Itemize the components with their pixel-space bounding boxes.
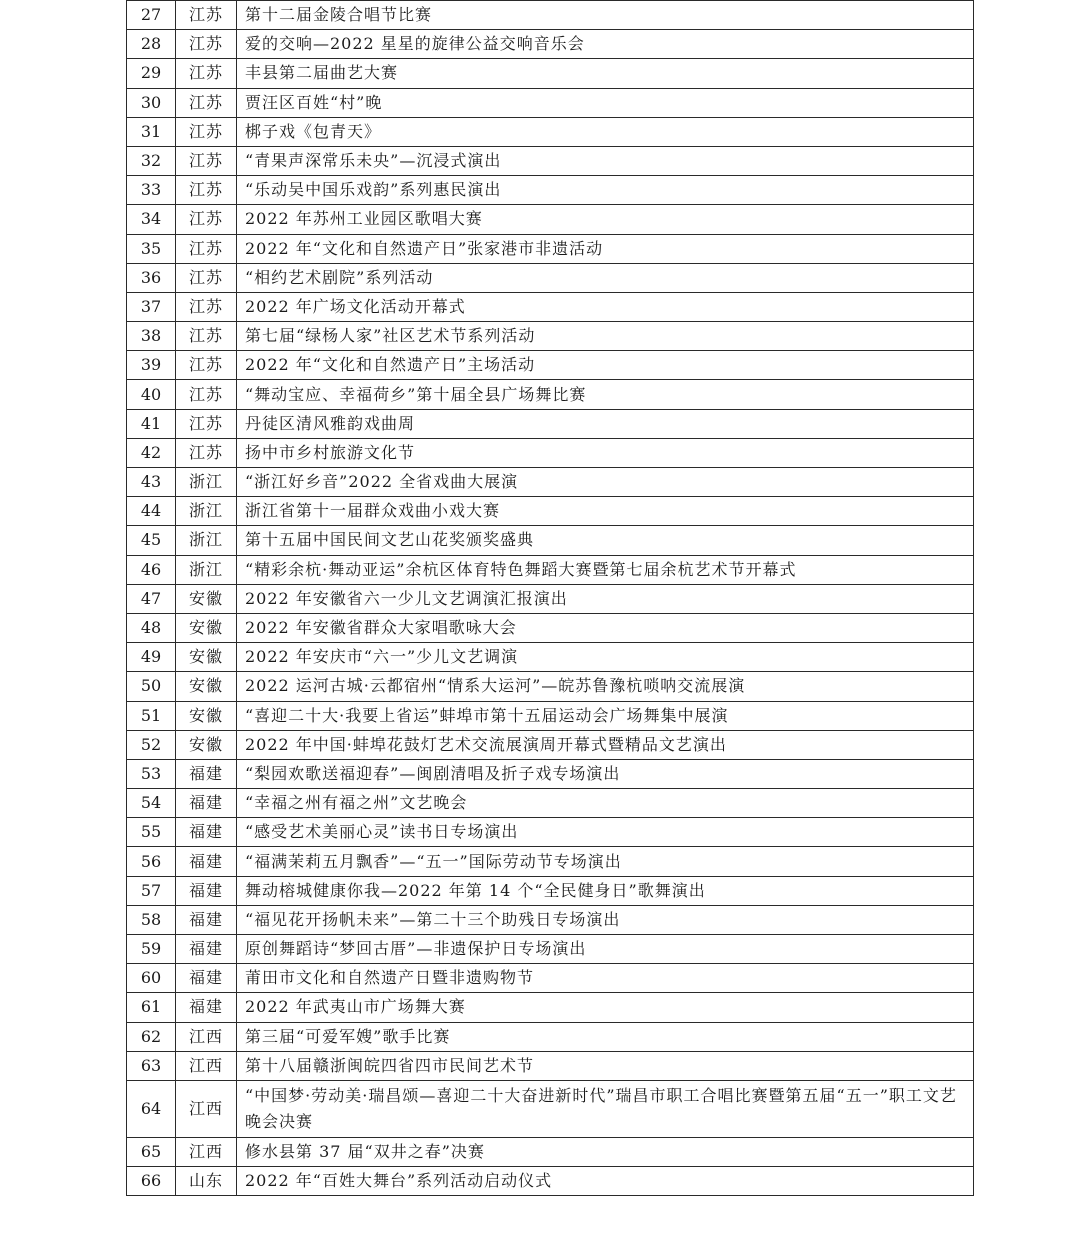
- row-number: 32: [127, 146, 176, 175]
- row-event-name: “青果声深常乐未央”—沉浸式演出: [237, 146, 974, 175]
- table-row: [127, 205, 974, 234]
- row-province: 江苏: [176, 30, 237, 59]
- row-province: 福建: [176, 759, 237, 788]
- row-number: 37: [127, 292, 176, 321]
- row-event-name: 2022 年“文化和自然遗产日”张家港市非遗活动: [237, 234, 974, 263]
- row-number: 47: [127, 584, 176, 613]
- table-row: [127, 701, 974, 730]
- row-event-name: 丰县第二届曲艺大赛: [237, 59, 974, 88]
- table-row: [127, 584, 974, 613]
- row-event-name: “浙江好乡音”2022 全省戏曲大展演: [237, 468, 974, 497]
- table-row: [127, 1022, 974, 1051]
- row-number: 33: [127, 176, 176, 205]
- table-row: [127, 438, 974, 467]
- row-number: 66: [127, 1167, 176, 1196]
- row-event-name: 2022 运河古城·云都宿州“情系大运河”—皖苏鲁豫杭唢呐交流展演: [237, 672, 974, 701]
- table-row: [127, 759, 974, 788]
- row-province: 江苏: [176, 380, 237, 409]
- row-province: 江苏: [176, 351, 237, 380]
- table-row: [127, 730, 974, 759]
- row-province: 福建: [176, 818, 237, 847]
- row-province: 安徽: [176, 730, 237, 759]
- table-row: [127, 30, 974, 59]
- table-row: [127, 935, 974, 964]
- row-number: 57: [127, 876, 176, 905]
- table-row: [127, 59, 974, 88]
- row-province: 江苏: [176, 409, 237, 438]
- table-row: [127, 88, 974, 117]
- event-list-table: [126, 0, 974, 1196]
- row-number: 59: [127, 935, 176, 964]
- row-number: 50: [127, 672, 176, 701]
- table-row: [127, 409, 974, 438]
- row-number: 28: [127, 30, 176, 59]
- row-event-name: 梆子戏《包青天》: [237, 117, 974, 146]
- table-row: [127, 117, 974, 146]
- row-number: 65: [127, 1137, 176, 1166]
- row-number: 34: [127, 205, 176, 234]
- row-province: 江苏: [176, 263, 237, 292]
- row-province: 福建: [176, 964, 237, 993]
- row-event-name: 原创舞蹈诗“梦回古厝”—非遗保护日专场演出: [237, 935, 974, 964]
- table-row: [127, 176, 974, 205]
- row-event-name: 2022 年“文化和自然遗产日”主场活动: [237, 351, 974, 380]
- row-number: 40: [127, 380, 176, 409]
- row-event-name: “舞动宝应、幸福荷乡”第十届全县广场舞比赛: [237, 380, 974, 409]
- table-row: [127, 847, 974, 876]
- row-number: 54: [127, 789, 176, 818]
- row-event-name: 浙江省第十一届群众戏曲小戏大赛: [237, 497, 974, 526]
- row-event-name: 2022 年安庆市“六一”少儿文艺调演: [237, 643, 974, 672]
- table-row: [127, 876, 974, 905]
- row-event-name: “中国梦·劳动美·瑞昌颂—喜迎二十大奋进新时代”瑞昌市职工合唱比赛暨第五届“五一”职工文艺晚会决赛: [237, 1080, 974, 1137]
- row-event-name: 第十五届中国民间文艺山花奖颁奖盛典: [237, 526, 974, 555]
- row-number: 35: [127, 234, 176, 263]
- table-row: [127, 497, 974, 526]
- row-event-name: 舞动榕城健康你我—2022 年第 14 个“全民健身日”歌舞演出: [237, 876, 974, 905]
- row-event-name: “喜迎二十大·我要上省运”蚌埠市第十五届运动会广场舞集中展演: [237, 701, 974, 730]
- row-number: 60: [127, 964, 176, 993]
- row-province: 江西: [176, 1080, 237, 1137]
- row-event-name: “幸福之州有福之州”文艺晚会: [237, 789, 974, 818]
- row-event-name: 扬中市乡村旅游文化节: [237, 438, 974, 467]
- row-number: 30: [127, 88, 176, 117]
- row-event-name: “精彩余杭·舞动亚运”余杭区体育特色舞蹈大赛暨第七届余杭艺术节开幕式: [237, 555, 974, 584]
- row-event-name: 第三届“可爱军嫂”歌手比赛: [237, 1022, 974, 1051]
- table-row: [127, 292, 974, 321]
- row-province: 江苏: [176, 59, 237, 88]
- row-event-name: 2022 年广场文化活动开幕式: [237, 292, 974, 321]
- table-row: [127, 526, 974, 555]
- row-number: 27: [127, 1, 176, 30]
- row-number: 53: [127, 759, 176, 788]
- row-province: 江苏: [176, 438, 237, 467]
- row-province: 江西: [176, 1137, 237, 1166]
- row-province: 江苏: [176, 117, 237, 146]
- row-number: 29: [127, 59, 176, 88]
- row-number: 52: [127, 730, 176, 759]
- row-event-name: 第十二届金陵合唱节比赛: [237, 1, 974, 30]
- row-event-name: 爱的交响—2022 星星的旋律公益交响音乐会: [237, 30, 974, 59]
- table-row: [127, 789, 974, 818]
- table-row: [127, 1137, 974, 1166]
- row-province: 江苏: [176, 322, 237, 351]
- row-province: 浙江: [176, 526, 237, 555]
- row-event-name: 第十八届赣浙闽皖四省四市民间艺术节: [237, 1051, 974, 1080]
- row-province: 福建: [176, 789, 237, 818]
- row-number: 58: [127, 905, 176, 934]
- row-province: 江苏: [176, 176, 237, 205]
- row-number: 36: [127, 263, 176, 292]
- row-number: 42: [127, 438, 176, 467]
- row-number: 49: [127, 643, 176, 672]
- row-number: 31: [127, 117, 176, 146]
- table-row: [127, 1080, 974, 1137]
- row-event-name: 第七届“绿杨人家”社区艺术节系列活动: [237, 322, 974, 351]
- row-province: 福建: [176, 905, 237, 934]
- row-province: 江苏: [176, 146, 237, 175]
- row-event-name: 2022 年武夷山市广场舞大赛: [237, 993, 974, 1022]
- row-event-name: 2022 年中国·蚌埠花鼓灯艺术交流展演周开幕式暨精品文艺演出: [237, 730, 974, 759]
- table-row: [127, 993, 974, 1022]
- row-number: 64: [127, 1080, 176, 1137]
- row-event-name: 2022 年安徽省群众大家唱歌咏大会: [237, 613, 974, 642]
- row-number: 61: [127, 993, 176, 1022]
- event-list-body: [127, 1, 974, 1196]
- table-row: [127, 1167, 974, 1196]
- row-number: 55: [127, 818, 176, 847]
- row-province: 江西: [176, 1051, 237, 1080]
- row-province: 江苏: [176, 234, 237, 263]
- row-event-name: “感受艺术美丽心灵”读书日专场演出: [237, 818, 974, 847]
- row-province: 江苏: [176, 88, 237, 117]
- row-event-name: 贾汪区百姓“村”晚: [237, 88, 974, 117]
- row-event-name: 丹徒区清风雅韵戏曲周: [237, 409, 974, 438]
- row-event-name: “福见花开扬帆未来”—第二十三个助残日专场演出: [237, 905, 974, 934]
- table-row: [127, 818, 974, 847]
- row-number: 41: [127, 409, 176, 438]
- row-event-name: “相约艺术剧院”系列活动: [237, 263, 974, 292]
- row-number: 39: [127, 351, 176, 380]
- row-event-name: 莆田市文化和自然遗产日暨非遗购物节: [237, 964, 974, 993]
- table-row: [127, 146, 974, 175]
- table-row: [127, 643, 974, 672]
- row-number: 45: [127, 526, 176, 555]
- row-province: 安徽: [176, 643, 237, 672]
- row-province: 福建: [176, 935, 237, 964]
- row-province: 浙江: [176, 555, 237, 584]
- row-event-name: “福满茉莉五月飘香”—“五一”国际劳动节专场演出: [237, 847, 974, 876]
- table-row: [127, 964, 974, 993]
- row-event-name: 2022 年安徽省六一少儿文艺调演汇报演出: [237, 584, 974, 613]
- row-event-name: 修水县第 37 届“双井之春”决赛: [237, 1137, 974, 1166]
- row-number: 46: [127, 555, 176, 584]
- row-event-name: 2022 年“百姓大舞台”系列活动启动仪式: [237, 1167, 974, 1196]
- row-number: 62: [127, 1022, 176, 1051]
- table-row: [127, 322, 974, 351]
- row-province: 浙江: [176, 468, 237, 497]
- row-province: 江苏: [176, 1, 237, 30]
- table-row: [127, 234, 974, 263]
- row-province: 江苏: [176, 205, 237, 234]
- row-province: 山东: [176, 1167, 237, 1196]
- table-row: [127, 468, 974, 497]
- row-event-name: “梨园欢歌送福迎春”—闽剧清唱及折子戏专场演出: [237, 759, 974, 788]
- row-province: 福建: [176, 847, 237, 876]
- row-province: 安徽: [176, 584, 237, 613]
- row-event-name: 2022 年苏州工业园区歌唱大赛: [237, 205, 974, 234]
- table-row: [127, 380, 974, 409]
- table-row: [127, 555, 974, 584]
- row-province: 安徽: [176, 701, 237, 730]
- table-row: [127, 351, 974, 380]
- table-row: [127, 1051, 974, 1080]
- table-row: [127, 1, 974, 30]
- table-row: [127, 613, 974, 642]
- row-province: 安徽: [176, 613, 237, 642]
- row-number: 48: [127, 613, 176, 642]
- row-number: 43: [127, 468, 176, 497]
- row-number: 63: [127, 1051, 176, 1080]
- row-province: 江苏: [176, 292, 237, 321]
- row-province: 福建: [176, 993, 237, 1022]
- row-province: 江西: [176, 1022, 237, 1051]
- row-number: 44: [127, 497, 176, 526]
- row-number: 56: [127, 847, 176, 876]
- row-province: 浙江: [176, 497, 237, 526]
- row-province: 安徽: [176, 672, 237, 701]
- table-row: [127, 263, 974, 292]
- row-number: 38: [127, 322, 176, 351]
- row-province: 福建: [176, 876, 237, 905]
- row-number: 51: [127, 701, 176, 730]
- table-row: [127, 672, 974, 701]
- row-event-name: “乐动吴中国乐戏韵”系列惠民演出: [237, 176, 974, 205]
- table-row: [127, 905, 974, 934]
